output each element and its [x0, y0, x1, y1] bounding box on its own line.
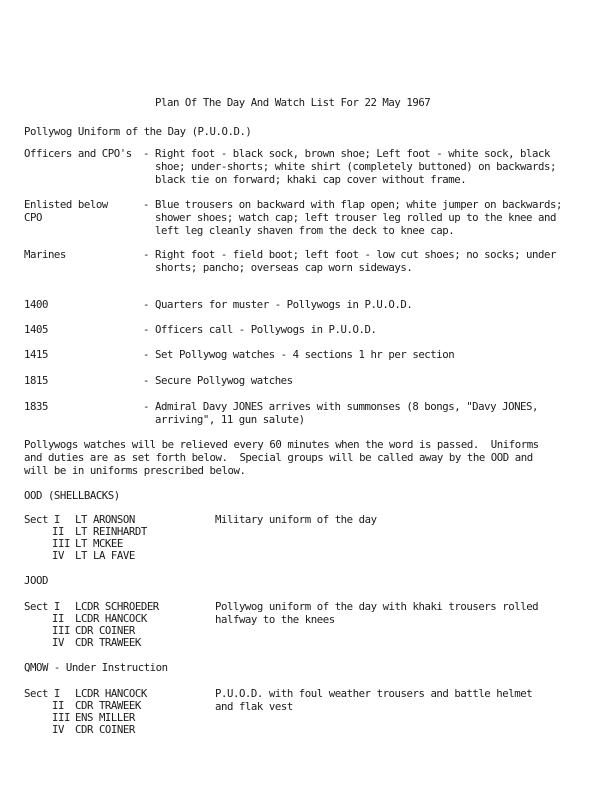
section-officer: LT LA FAVE — [75, 549, 135, 562]
instructions-paragraph-line: Pollywogs watches will be relieved every 60 minutes when the word is passed. Uniforms — [24, 438, 539, 451]
dash: - — [143, 348, 149, 361]
schedule-text: Set Pollywog watches - 4 sections 1 hr per section — [155, 348, 455, 361]
group-heading-qmow: QMOW - Under Instruction — [24, 661, 168, 674]
schedule-time: 1415 — [24, 348, 48, 361]
section-number: Sect I — [24, 687, 60, 700]
section-number: Sect I — [24, 600, 60, 613]
document-title: Plan Of The Day And Watch List For 22 May 1967 — [155, 96, 431, 109]
section-number: IV — [52, 723, 64, 736]
puod-heading: Pollywog Uniform of the Day (P.U.O.D.) — [24, 125, 252, 138]
section-number: II — [52, 699, 64, 712]
group-uniform-line: halfway to the knees — [215, 613, 335, 626]
uniform-line: Right foot - black sock, brown shoe; Left foot - white sock, black — [155, 147, 550, 160]
group-uniform-line: and flak vest — [215, 700, 293, 713]
section-officer: LCDR SCHROEDER — [75, 600, 159, 613]
schedule-time: 1405 — [24, 323, 48, 336]
uniform-line: black tie on forward; khaki cap cover without frame. — [155, 173, 467, 186]
schedule-time: 1835 — [24, 400, 48, 413]
dash: - — [143, 298, 149, 311]
section-officer: CDR COINER — [75, 624, 135, 637]
uniform-line: shoe; under-shorts; white shirt (completely buttoned) on backwards; — [155, 160, 556, 173]
uniform-label-marines: Marines — [24, 248, 66, 261]
schedule-text: Officers call - Pollywogs in P.U.O.D. — [155, 323, 377, 336]
schedule-time: 1400 — [24, 298, 48, 311]
group-heading-jood: JOOD — [24, 574, 48, 587]
schedule-text: Secure Pollywog watches — [155, 374, 293, 387]
schedule-text: Admiral Davy JONES arrives with summonses (8 bongs, "Davy JONES, — [155, 400, 539, 413]
section-officer: CDR TRAWEEK — [75, 636, 141, 649]
uniform-label-enlisted: CPO — [24, 211, 42, 224]
dash: - — [143, 248, 149, 261]
uniform-line: shorts; pancho; overseas cap worn sideways. — [155, 261, 413, 274]
section-officer: LCDR HANCOCK — [75, 612, 147, 625]
schedule-text: Quarters for muster - Pollywogs in P.U.O.D. — [155, 298, 413, 311]
section-number: IV — [52, 636, 64, 649]
section-officer: CDR COINER — [75, 723, 135, 736]
instructions-paragraph-line: will be in uniforms prescribed below. — [24, 464, 246, 477]
uniform-line: shower shoes; watch cap; left trouser leg rolled up to the knee and — [155, 211, 556, 224]
uniform-line: Right foot - field boot; left foot - low cut shoes; no socks; under — [155, 248, 556, 261]
schedule-text: arriving", 11 gun salute) — [155, 413, 305, 426]
section-officer: LT REINHARDT — [75, 525, 147, 538]
group-uniform-line: Military uniform of the day — [215, 513, 377, 526]
section-number: III — [52, 537, 70, 550]
section-number: IV — [52, 549, 64, 562]
uniform-label-enlisted: Enlisted below — [24, 198, 108, 211]
section-officer: LT MCKEE — [75, 537, 123, 550]
dash: - — [143, 374, 149, 387]
section-number: III — [52, 711, 70, 724]
dash: - — [143, 198, 149, 211]
group-heading-ood: OOD (SHELLBACKS) — [24, 489, 120, 502]
section-officer: CDR TRAWEEK — [75, 699, 141, 712]
schedule-time: 1815 — [24, 374, 48, 387]
group-uniform-line: P.U.O.D. with foul weather trousers and battle helmet — [215, 687, 533, 700]
dash: - — [143, 400, 149, 413]
section-number: II — [52, 612, 64, 625]
dash: - — [143, 323, 149, 336]
section-number: Sect I — [24, 513, 60, 526]
uniform-line: left leg cleanly shaven from the deck to knee cap. — [155, 224, 455, 237]
group-uniform-line: Pollywog uniform of the day with khaki trousers rolled — [215, 600, 539, 613]
section-number: III — [52, 624, 70, 637]
section-officer: ENS MILLER — [75, 711, 135, 724]
uniform-label-officers: Officers and CPO's — [24, 147, 132, 160]
section-officer: LT ARONSON — [75, 513, 135, 526]
instructions-paragraph-line: and duties are as set forth below. Special groups will be called away by the OOD and — [24, 451, 533, 464]
uniform-line: Blue trousers on backward with flap open; white jumper on backwards; — [155, 198, 562, 211]
dash: - — [143, 147, 149, 160]
section-number: II — [52, 525, 64, 538]
section-officer: LCDR HANCOCK — [75, 687, 147, 700]
